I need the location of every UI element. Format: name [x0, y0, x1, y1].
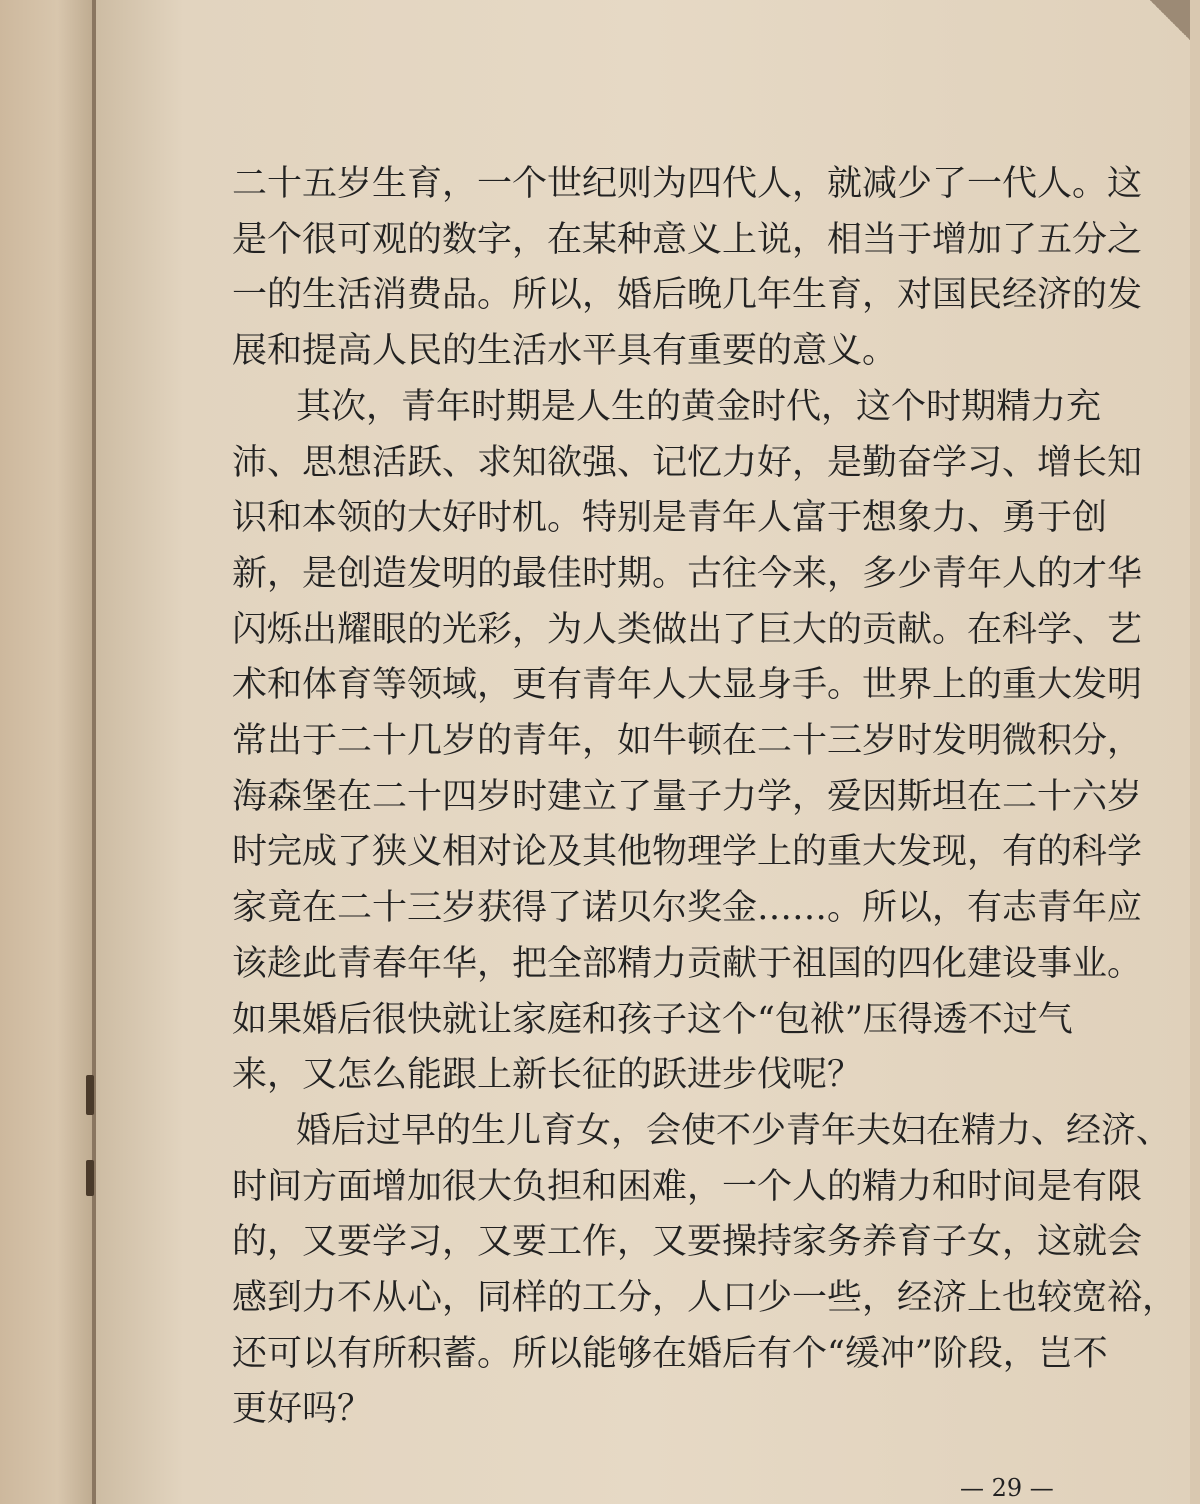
text-line: 新，是创造发明的最佳时期。古往今来，多少青年人的才华: [232, 553, 1143, 594]
text-line: 感到力不从心，同样的工分，人口少一些，经济上也较宽裕，: [232, 1278, 1178, 1318]
text-line: 如果婚后很快就让家庭和孩子这个“包袱”压得透不过气: [232, 999, 1073, 1040]
staple-hole: [86, 1075, 94, 1115]
text-line: 的，又要学习，又要工作，又要操持家务养育子女，这就会: [232, 1222, 1143, 1263]
text-line: 还可以有所积蓄。所以能够在婚后有个“缓冲”阶段，岂不: [232, 1333, 1108, 1374]
text-line: 婚后过早的生儿育女，会使不少青年夫妇在精力、经济、: [296, 1110, 1172, 1151]
text-line: 时完成了狭义相对论及其他物理学上的重大发现，有的科学: [232, 832, 1143, 873]
text-line: 沛、思想活跃、求知欲强、记忆力好，是勤奋学习、增长知: [232, 442, 1143, 483]
text-line: 闪烁出耀眼的光彩，为人类做出了巨大的贡献。在科学、艺: [232, 609, 1143, 650]
text-line: 更好吗？: [232, 1389, 373, 1430]
text-line: 术和体育等领域，更有青年人大显身手。世界上的重大发明: [232, 665, 1143, 706]
page-number: — 29 —: [960, 1474, 1054, 1502]
text-line: 二十五岁生育，一个世纪则为四代人，就减少了一代人。这: [232, 164, 1143, 204]
staple-hole: [86, 1160, 94, 1196]
text-line: 时间方面增加很大负担和困难，一个人的精力和时间是有限: [232, 1166, 1143, 1207]
text-line: 其次，青年时期是人生的黄金时代，这个时期精力充: [296, 386, 1102, 427]
folded-corner: [1150, 0, 1190, 40]
text-line: 是个很可观的数字，在某种意义上说，相当于增加了五分之: [232, 219, 1143, 260]
text-line: 家竟在二十三岁获得了诺贝尔奖金……。所以，有志青年应: [232, 888, 1143, 929]
text-line: 来，又怎么能跟上新长征的跃进步伐呢？: [232, 1055, 863, 1096]
text-line: 常出于二十几岁的青年，如牛顿在二十三岁时发明微积分，: [232, 721, 1143, 761]
text-line: 一的生活消费品。所以，婚后晚几年生育，对国民经济的发: [232, 275, 1143, 316]
text-line: 识和本领的大好时机。特别是青年人富于想象力、勇于创: [232, 498, 1108, 539]
text-line: 该趁此青春年华，把全部精力贡献于祖国的四化建设事业。: [232, 943, 1143, 984]
text-line: 展和提高人民的生活水平具有重要的意义。: [232, 331, 898, 372]
left-page-edge: [0, 0, 96, 1504]
text-line: 海森堡在二十四岁时建立了量子力学，爱因斯坦在二十六岁: [232, 776, 1143, 817]
